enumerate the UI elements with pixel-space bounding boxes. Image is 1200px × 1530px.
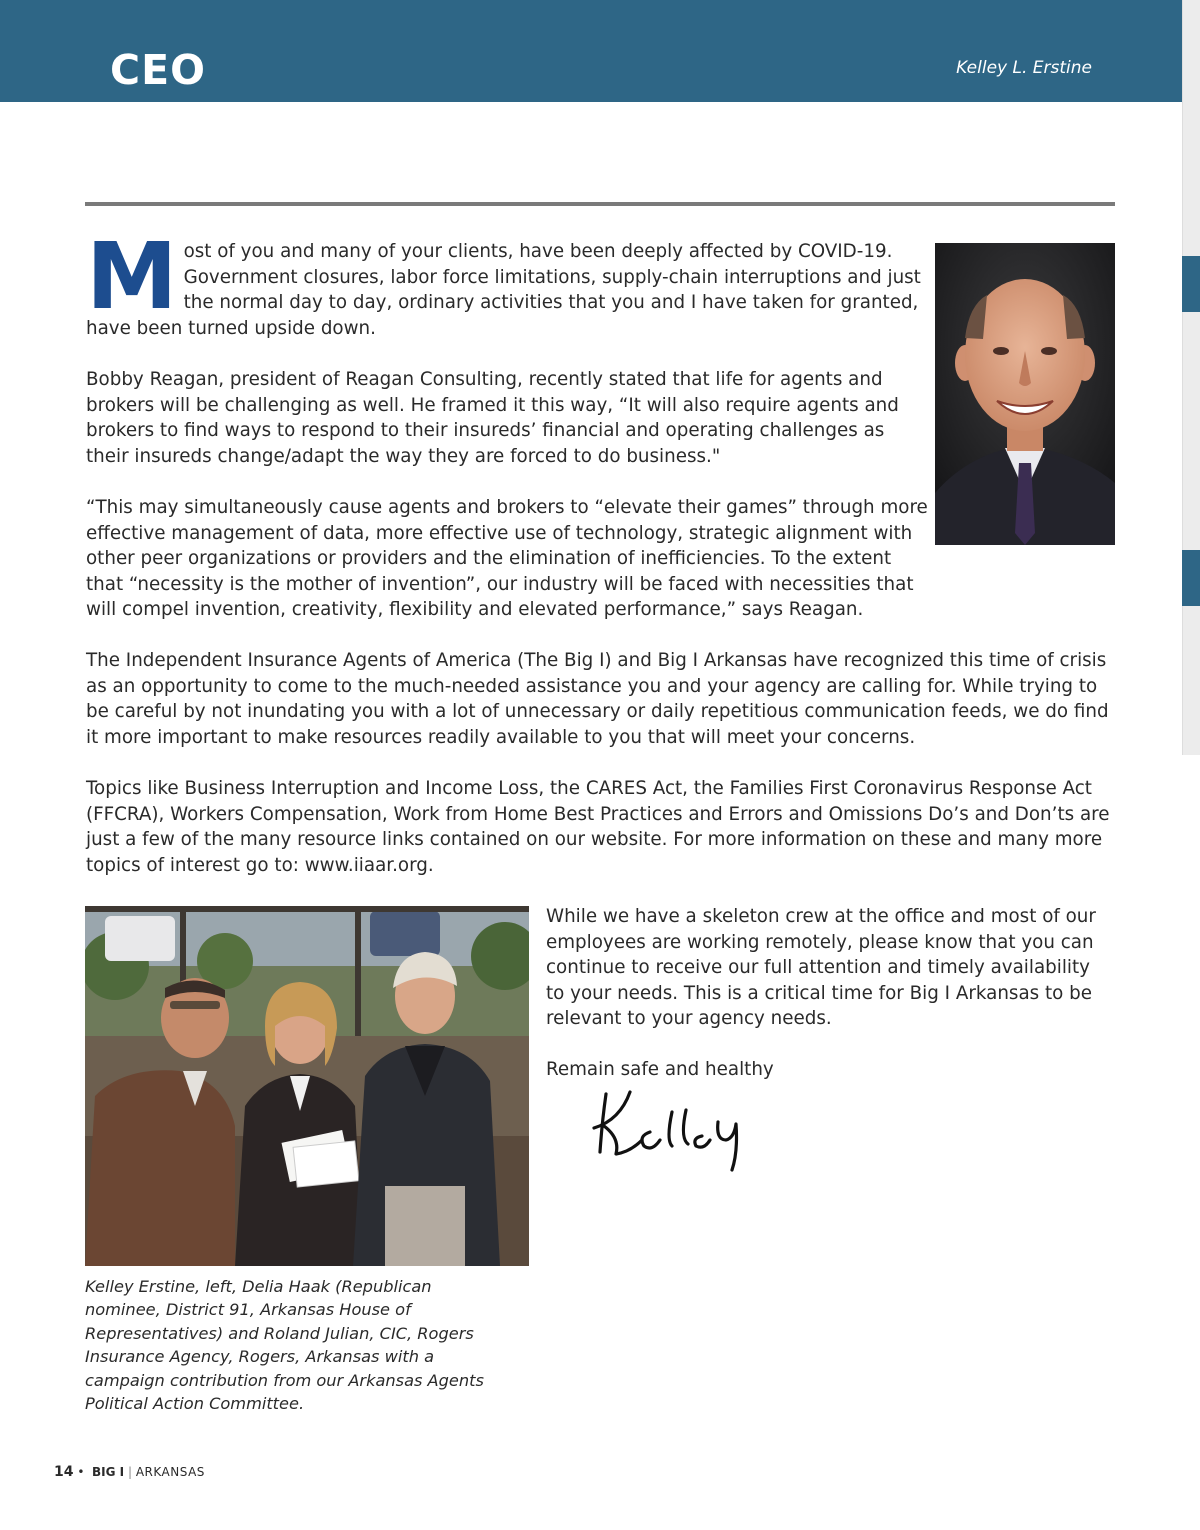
paragraph-5: Topics like Business Interruption and Income Loss, the CARES Act, the Families First Coronavirus Response Act (FFCRA), Workers Compensation, Work from Home Best Practices and Errors and Omissions Do’s and Don’ts are just a few of the many resource links contained on our website. For more information on these and many more topics of interest go to: www.iiaar.org.	[86, 778, 1110, 876]
group-photo	[85, 906, 529, 1266]
page-footer	[54, 1464, 205, 1480]
page-edge-strip	[1182, 0, 1200, 755]
photo-caption: Kelley Erstine, left, Delia Haak (Republican nominee, District 91, Arkansas House of Representatives) and Roland Julian, CIC, Rogers Insurance Agency, Rogers, Arkansas with a campaign contribution from our Arkansas Agents Political Action Committee.	[85, 1277, 484, 1414]
edge-tab	[1182, 550, 1200, 606]
page-header	[0, 0, 1182, 102]
closing-column	[546, 904, 1106, 1108]
edge-tab	[1182, 256, 1200, 312]
page-number: 14	[54, 1464, 74, 1480]
drop-cap: M	[86, 223, 178, 330]
paragraph-6: While we have a skeleton crew at the office and most of our employees are working remotely, please know that you can continue to receive our full attention and timely availability to your needs. This is a critical time for Big I Arkansas to be relevant to your agency needs.	[546, 906, 1096, 1030]
closing-line: Remain safe and healthy	[546, 1058, 774, 1080]
footer-separator: |	[127, 1465, 133, 1479]
ceo-portrait-photo	[935, 243, 1115, 545]
paragraph-2: Bobby Reagan, president of Reagan Consulting, recently stated that life for agents and brokers will be challenging as well. He framed it this way, “It will also require agents and brokers to find ways to respond to their insureds’ financial and operating challenges as their insureds change/adapt the way they are forced to do business."	[86, 369, 899, 467]
footer-region: ARKANSAS	[135, 1465, 205, 1479]
footer-bullet: •	[77, 1465, 85, 1479]
footer-brand: BIG I	[92, 1465, 125, 1479]
signature	[590, 1082, 750, 1182]
paragraph-3: “This may simultaneously cause agents and brokers to “elevate their games” through more effective management of data, more effective use of technology, strategic alignment with other peer organizations or providers and the elimination of inefficiencies. To the extent that “necessity is the mother of invention”, our industry will be faced with necessities that will compel invention, creativity, flexibility and elevated performance,” says Reagan.	[86, 497, 928, 621]
author-name: Kelley L. Erstine	[956, 58, 1092, 78]
paragraph-4: The Independent Insurance Agents of America (The Big I) and Big I Arkansas have recognized this time of crisis as an opportunity to come to the much-needed assistance you and your agency are calling for. While trying to be careful by not inundating you with a lot of unnecessary or daily repetitious communication feeds, we do find it more important to make resources readily available to you that will meet your concerns.	[86, 650, 1109, 748]
paragraph-1	[86, 223, 928, 341]
paragraph-1-text: ost of you and many of your clients, have been deeply affected by COVID-19. Government closures, labor force limitations, supply-chain interruptions and just the normal day to day, ordinary activities that you and I have taken for granted, have been turned upside down.	[86, 241, 921, 339]
section-title: CEO	[110, 46, 206, 94]
section-divider	[85, 202, 1115, 206]
